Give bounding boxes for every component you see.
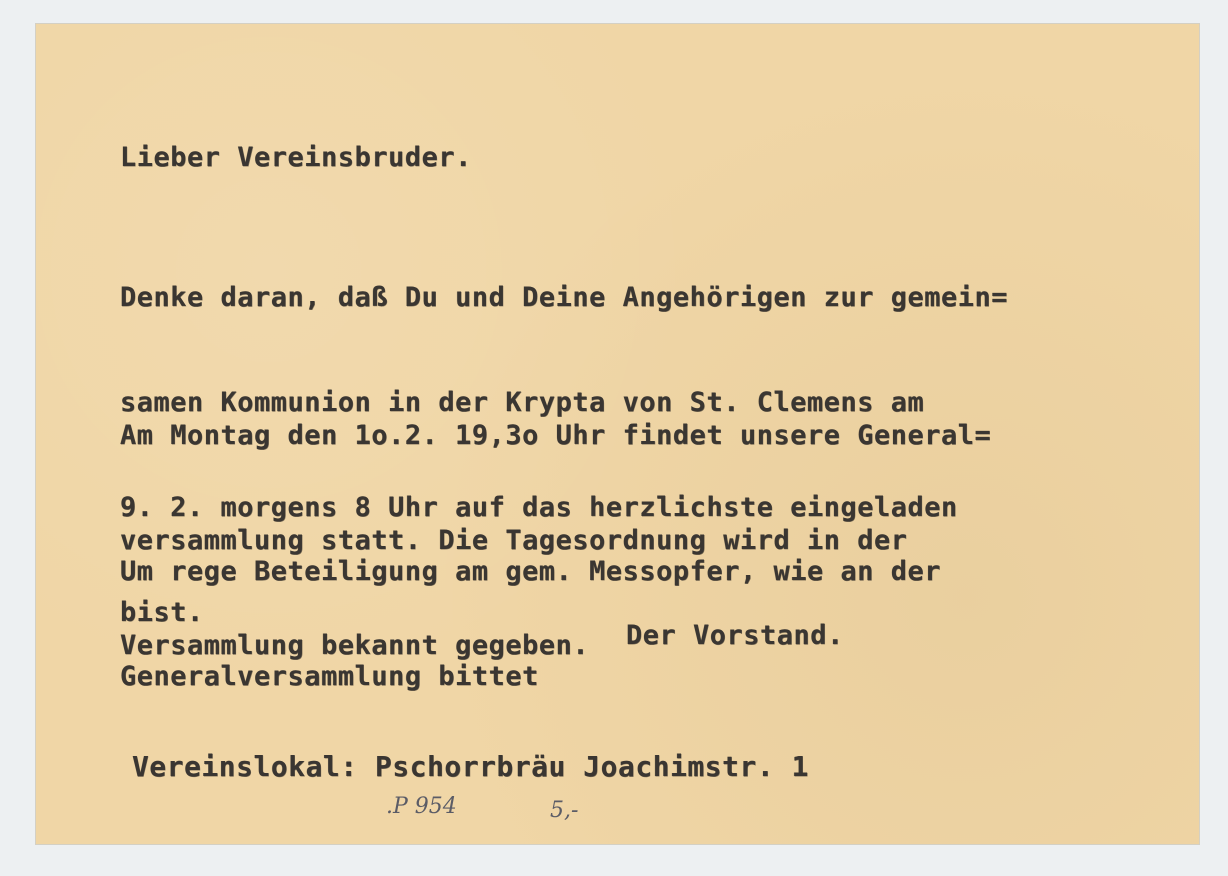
- text-line: Versammlung bekannt gegeben.: [120, 630, 590, 661]
- text-line: Um rege Beteiligung am gem. Messopfer, wie an der: [120, 556, 942, 587]
- text-line: versammlung statt. Die Tagesordnung wird in der: [120, 525, 908, 556]
- text-line: 9. 2. morgens 8 Uhr auf das herzlichste eingeladen: [120, 492, 958, 523]
- text-line: Generalversammlung bittet: [120, 661, 539, 692]
- text-line: samen Kommunion in der Krypta von St. Clemens am: [120, 387, 925, 418]
- invitation-card: [36, 24, 1199, 844]
- salutation: Lieber Vereinsbruder.: [120, 142, 472, 173]
- venue-address: Vereinslokal: Pschorrbräu Joachimstr. 1: [132, 750, 809, 783]
- signature-closing: Der Vorstand.: [626, 620, 844, 651]
- handwritten-note-price: 5,-: [550, 798, 579, 823]
- text-line: bist.: [120, 597, 204, 628]
- handwritten-note-reference: .P 954: [386, 794, 457, 819]
- text-line: Denke daran, daß Du und Deine Angehörigen zur gemein=: [120, 282, 1009, 313]
- text-line: Am Montag den 1o.2. 19,3o Uhr findet unsere General=: [120, 420, 992, 451]
